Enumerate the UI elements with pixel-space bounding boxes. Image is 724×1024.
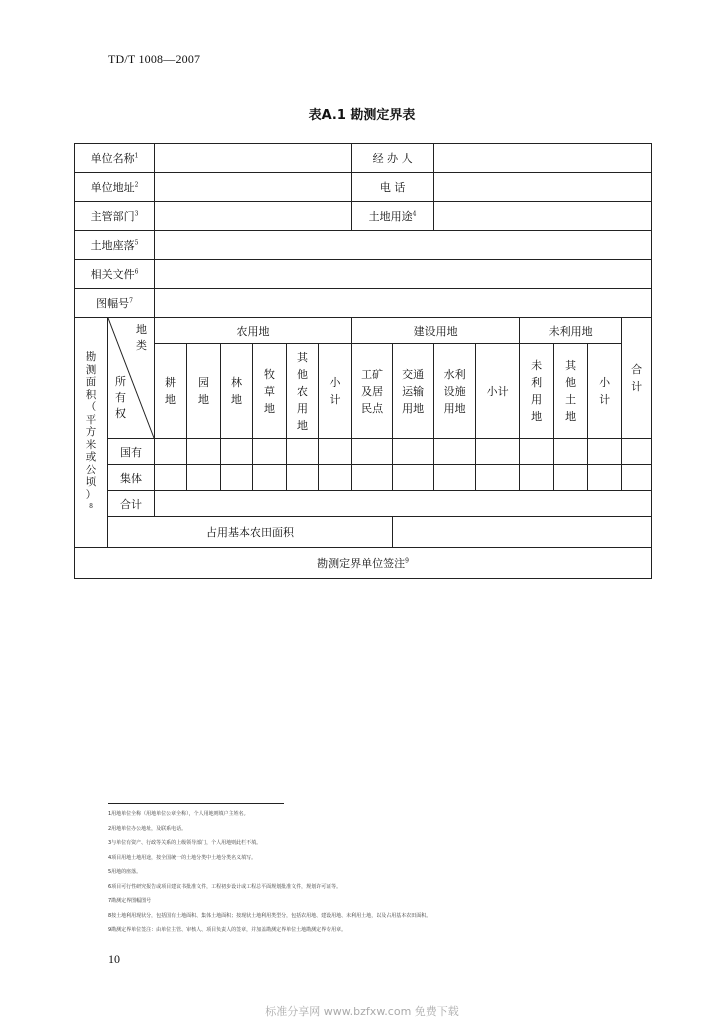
row-documents (75, 260, 652, 289)
group-unused: 未利用地 (520, 318, 622, 344)
col-unused-subtotal: 小 计 (588, 344, 622, 439)
documents-label: 相关文件$^6$ (75, 260, 155, 289)
footnote: 2用地单位办公地址，及联系电话。 (108, 825, 187, 832)
col-const-subtotal: 小计 (476, 344, 520, 439)
table-row (75, 439, 652, 465)
phone-label: 电 话 (352, 173, 434, 202)
footnote: 3与单位有资产、行政等关系的上级领导部门，个人用地则此栏不填。 (108, 840, 262, 846)
footnote-divider (108, 803, 284, 804)
phone-value[interactable] (434, 173, 652, 202)
document-code: TD/T 1008—2007 (108, 52, 201, 66)
col-forest: 林 地 (221, 344, 253, 439)
row-label-total: 合计 (108, 491, 155, 517)
col-ag-subtotal: 小 计 (319, 344, 352, 439)
col-other-agricultural: 其 他 农 用 地 (287, 344, 319, 439)
footnote: 1用地单位全称（用地单位公章全称），个人用地则填户主姓名。 (108, 811, 249, 817)
footnote: 5用地的座落。 (108, 869, 142, 875)
row-signature (75, 548, 652, 579)
row-department (75, 202, 652, 231)
operator-value[interactable] (434, 144, 652, 173)
footnote: 9勘测定界单位签注：由单位主管、审核人、项目负责人的签章，并加盖勘测定界单位土地勘测定界专用章。 (108, 927, 347, 933)
map-sheet-label: 图幅号$^7$ (75, 289, 155, 318)
unit-address-value[interactable] (155, 173, 352, 202)
footnotes (108, 807, 431, 938)
class-owner-diagonal-cell (108, 318, 155, 439)
col-cultivated: 耕 地 (155, 344, 187, 439)
documents-value[interactable] (155, 260, 652, 289)
footnote: 8按土地利用现状分，包括国有土地面积、集体土地面积；按现状土地利用类型分，包括农用地、建设用地、未利用土地，以及占用基本农田面积。 (108, 912, 432, 919)
row-unit-address (75, 173, 652, 202)
row-area-groups (75, 318, 652, 344)
col-water-facility: 水利 设施 用地 (434, 344, 476, 439)
table-title: 表A.1 勘测定界表 (308, 108, 416, 123)
row-farmland (75, 517, 652, 548)
row-label-collective: 集体 (108, 465, 155, 491)
group-construction: 建设用地 (352, 318, 520, 344)
group-agricultural: 农用地 (155, 318, 352, 344)
col-mining-residential: 工矿 及居 民点 (352, 344, 393, 439)
col-unused-land: 未 利 用 地 (520, 344, 554, 439)
row-location (75, 231, 652, 260)
land-use-value[interactable] (434, 202, 652, 231)
signature-label: 勘测定界单位签注$^9$ (75, 548, 652, 579)
diag-owner-label: 所 有 权 (115, 375, 126, 420)
operator-label: 经 办 人 (352, 144, 434, 173)
total-value[interactable] (155, 491, 652, 517)
location-value[interactable] (155, 231, 652, 260)
unit-address-label: 单位地址$^2$ (75, 173, 155, 202)
watermark: 标准分享网 www.bzfxw.com 免费下载 (265, 1005, 459, 1018)
area-side-label: 勘 测 面 积 （ 平 方 米 或 公 顷 ） 8 (75, 318, 108, 548)
farmland-label: 占用基本农田面积 (108, 517, 393, 548)
unit-name-label: 单位名称$^1$ (75, 144, 155, 173)
footnote: 6项目可行性研究报告或项目建议书批准文件，工程初步设计或工程总平面规划批准文件，规划许可证等。 (108, 883, 342, 890)
location-label: 土地座落$^5$ (75, 231, 155, 260)
col-garden: 园 地 (187, 344, 221, 439)
table-row (75, 465, 652, 491)
row-area-columns (75, 344, 652, 439)
total-column-header: 合 计 (622, 318, 652, 439)
footnote: 7勘测定界图幅图号 (108, 898, 152, 904)
col-pasture: 牧 草 地 (253, 344, 287, 439)
table-row (75, 491, 652, 517)
col-transport: 交通 运输 用地 (393, 344, 434, 439)
col-other-land: 其 他 土 地 (554, 344, 588, 439)
row-unit-name (75, 144, 652, 173)
unit-name-value[interactable] (155, 144, 352, 173)
row-label-state: 国有 (108, 439, 155, 465)
department-label: 主管部门$^3$ (75, 202, 155, 231)
farmland-value[interactable] (393, 517, 652, 548)
footnote: 4项目用地土地用途，按全国统一的土地分类中土地分类名义填写。 (108, 854, 257, 861)
row-map-sheet (75, 289, 652, 318)
page-number: 10 (108, 952, 120, 966)
survey-boundary-table (74, 143, 652, 579)
map-sheet-value[interactable] (155, 289, 652, 318)
land-use-label: 土地用途$^4$ (352, 202, 434, 231)
diag-class-label: 地 类 (136, 323, 147, 352)
department-value[interactable] (155, 202, 352, 231)
